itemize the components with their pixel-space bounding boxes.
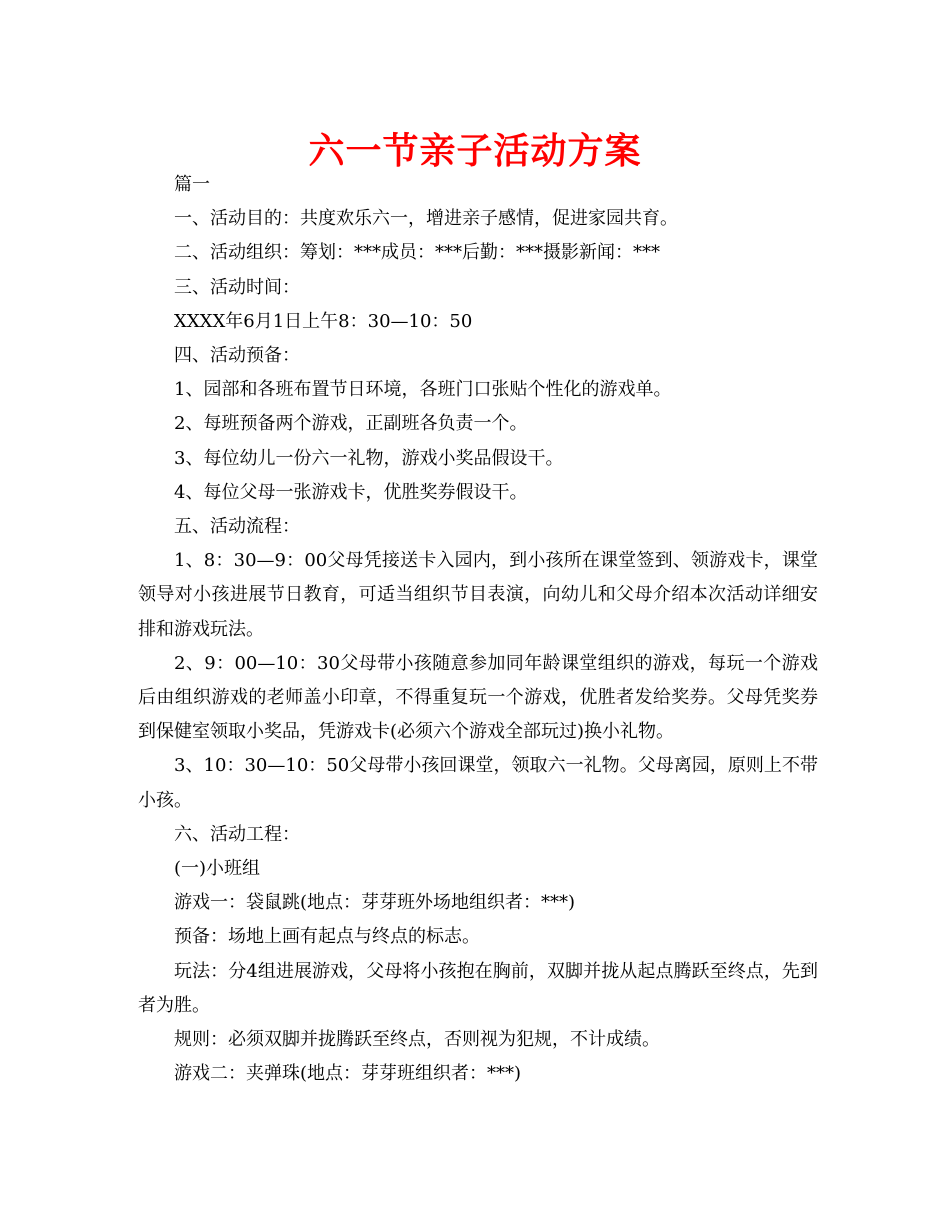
- paragraph: 篇一: [174, 174, 210, 195]
- document-body: [138, 168, 818, 1091]
- paragraph: 三、活动时间：: [174, 276, 300, 298]
- paragraph: 一、活动目的：共度欢乐六一，增进亲子感情，促进家园共育。: [174, 208, 678, 230]
- paragraph: 1、园部和各班布置节日环境，各班门口张贴个性化的游戏单。: [174, 379, 672, 401]
- paragraph: 五、活动流程：: [174, 516, 300, 538]
- paragraph: 游戏一：袋鼠跳(地点：芽芽班外场地组织者：***): [174, 892, 576, 914]
- paragraph: 规则：必须双脚并拢腾跃至终点，否则视为犯规，不计成绩。: [174, 1029, 660, 1051]
- paragraph: (一)小班组: [174, 858, 261, 880]
- paragraph: 玩法：分4组进展游戏，父母将小孩抱在胸前，双脚并拢从起点腾跃至终点，先到者为胜。: [138, 960, 818, 1016]
- paragraph: 1、8：30—9：00父母凭接送卡入园内，到小孩所在课堂签到、领游戏卡，课堂领导对小孩进展节日教育，可适当组织节目表演，向幼儿和父母介绍本次活动详细安排和游戏玩法。: [138, 550, 818, 640]
- document-title: 六一节亲子活动方案: [308, 131, 642, 172]
- paragraph: 2、每班预备两个游戏，正副班各负责一个。: [174, 413, 528, 435]
- paragraph: 四、活动预备：: [174, 345, 300, 367]
- paragraph: 3、10：30—10：50父母带小孩回课堂，领取六一礼物。父母离园，原则上不带小孩。: [138, 755, 818, 811]
- paragraph: 六、活动工程：: [174, 823, 300, 845]
- paragraph: 二、活动组织：筹划：***成员：***后勤：***摄影新闻：***: [174, 242, 660, 264]
- paragraph: XXXX年6月1日上午8：30—10：50: [174, 310, 473, 332]
- paragraph: 4、每位父母一张游戏卡，优胜奖券假设干。: [174, 481, 528, 503]
- paragraph: 游戏二：夹弹珠(地点：芽芽班组织者：***): [174, 1063, 522, 1085]
- paragraph: 2、9：00—10：30父母带小孩随意参加同年龄课堂组织的游戏，每玩一个游戏后由组织游戏的老师盖小印章，不得重复玩一个游戏，优胜者发给奖券。父母凭奖券到保健室领取小奖品，凭游戏卡(必须六个游戏全部玩过)换小礼物。: [138, 652, 818, 743]
- paragraph: 预备：场地上画有起点与终点的标志。: [174, 926, 480, 948]
- paragraph: 3、每位幼儿一份六一礼物，游戏小奖品假设干。: [174, 447, 564, 469]
